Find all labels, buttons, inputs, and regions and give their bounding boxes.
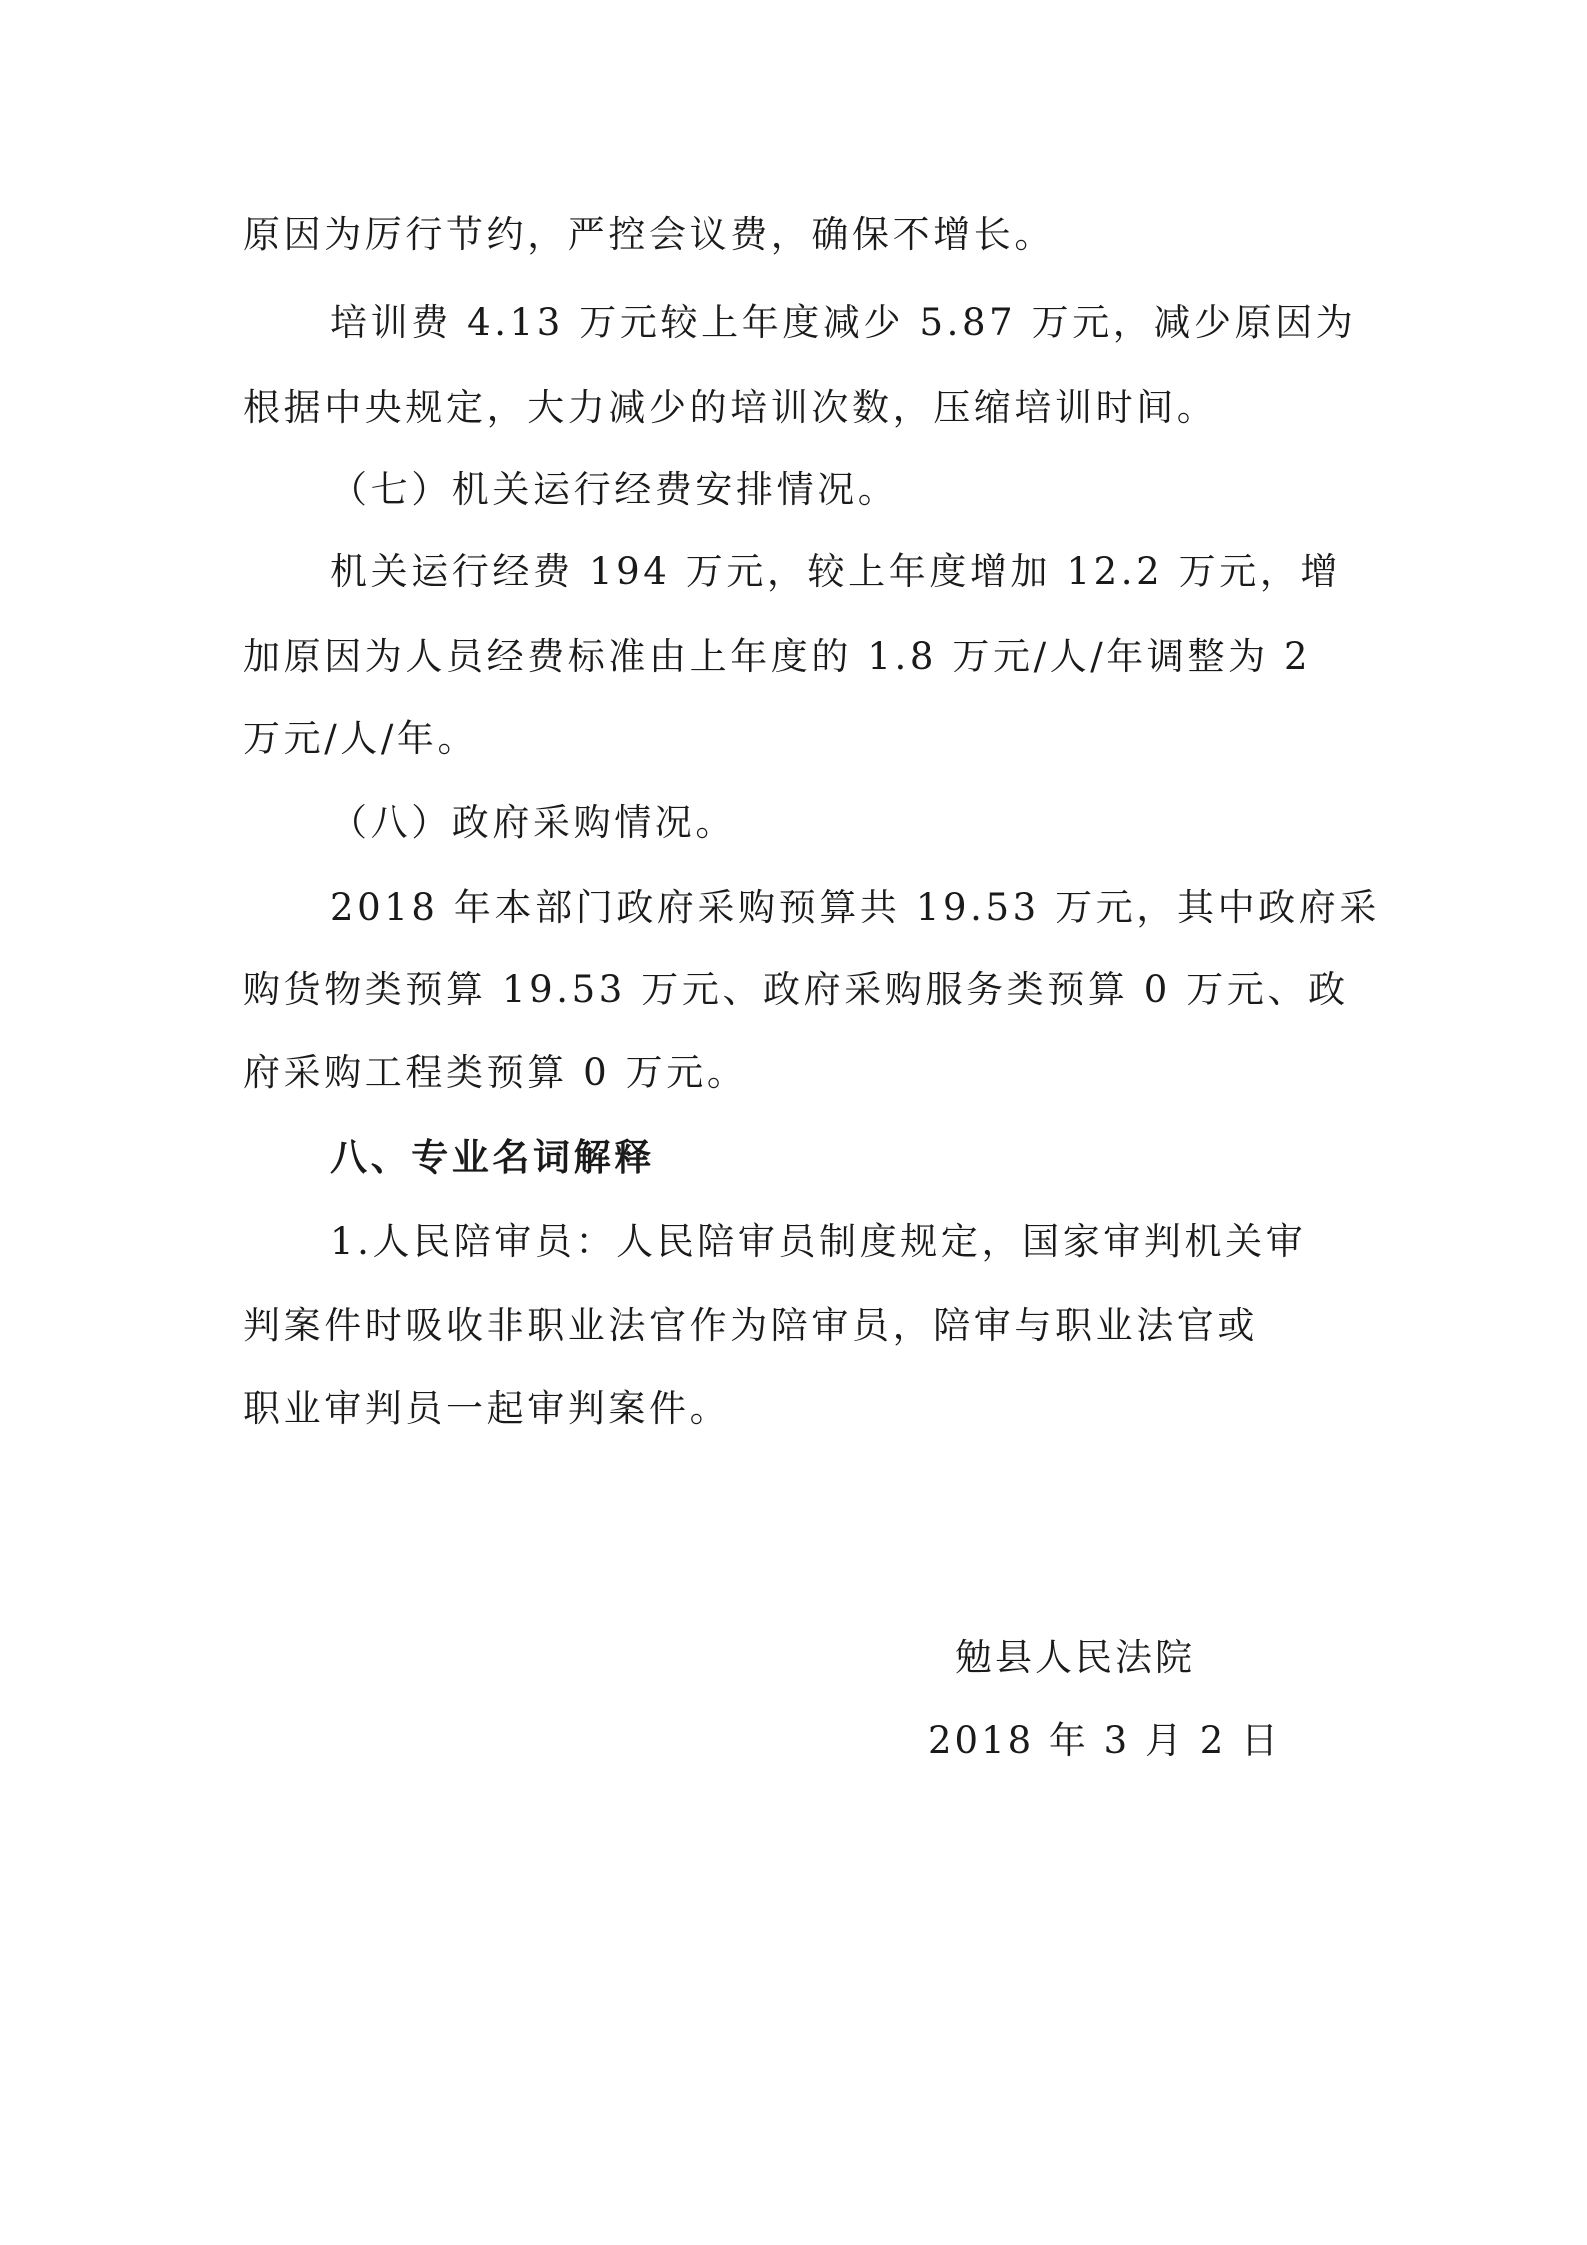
paragraph-line: 1.人民陪审员：人民陪审员制度规定，国家审判机关审 <box>330 1220 1307 1263</box>
signature-date: 2018 年 3 月 2 日 <box>928 1719 1282 1762</box>
paragraph-line: 加原因为人员经费标准由上年度的 1.8 万元/人/年调整为 2 <box>243 635 1312 678</box>
paragraph-line: 判案件时吸收非职业法官作为陪审员，陪审与职业法官或 <box>243 1304 1258 1347</box>
section-heading: 八、专业名词解释 <box>330 1136 655 1179</box>
section-subheading: （八）政府采购情况。 <box>330 801 736 844</box>
signature-organization: 勉县人民法院 <box>955 1636 1195 1679</box>
paragraph-line: 培训费 4.13 万元较上年度减少 5.87 万元，减少原因为 <box>330 301 1357 344</box>
paragraph-line: 2018 年本部门政府采购预算共 19.53 万元，其中政府采 <box>330 886 1380 929</box>
paragraph-line: 购货物类预算 19.53 万元、政府采购服务类预算 0 万元、政 <box>243 968 1349 1011</box>
paragraph-line: 原因为厉行节约，严控会议费，确保不增长。 <box>243 213 1055 256</box>
paragraph-line: 万元/人/年。 <box>243 717 479 760</box>
paragraph-line: 府采购工程类预算 0 万元。 <box>243 1051 748 1094</box>
section-subheading: （七）机关运行经费安排情况。 <box>330 468 899 511</box>
paragraph-line: 职业审判员一起审判案件。 <box>243 1387 731 1430</box>
paragraph-line: 根据中央规定，大力减少的培训次数，压缩培训时间。 <box>243 386 1218 429</box>
paragraph-line: 机关运行经费 194 万元，较上年度增加 12.2 万元，增 <box>330 550 1342 593</box>
